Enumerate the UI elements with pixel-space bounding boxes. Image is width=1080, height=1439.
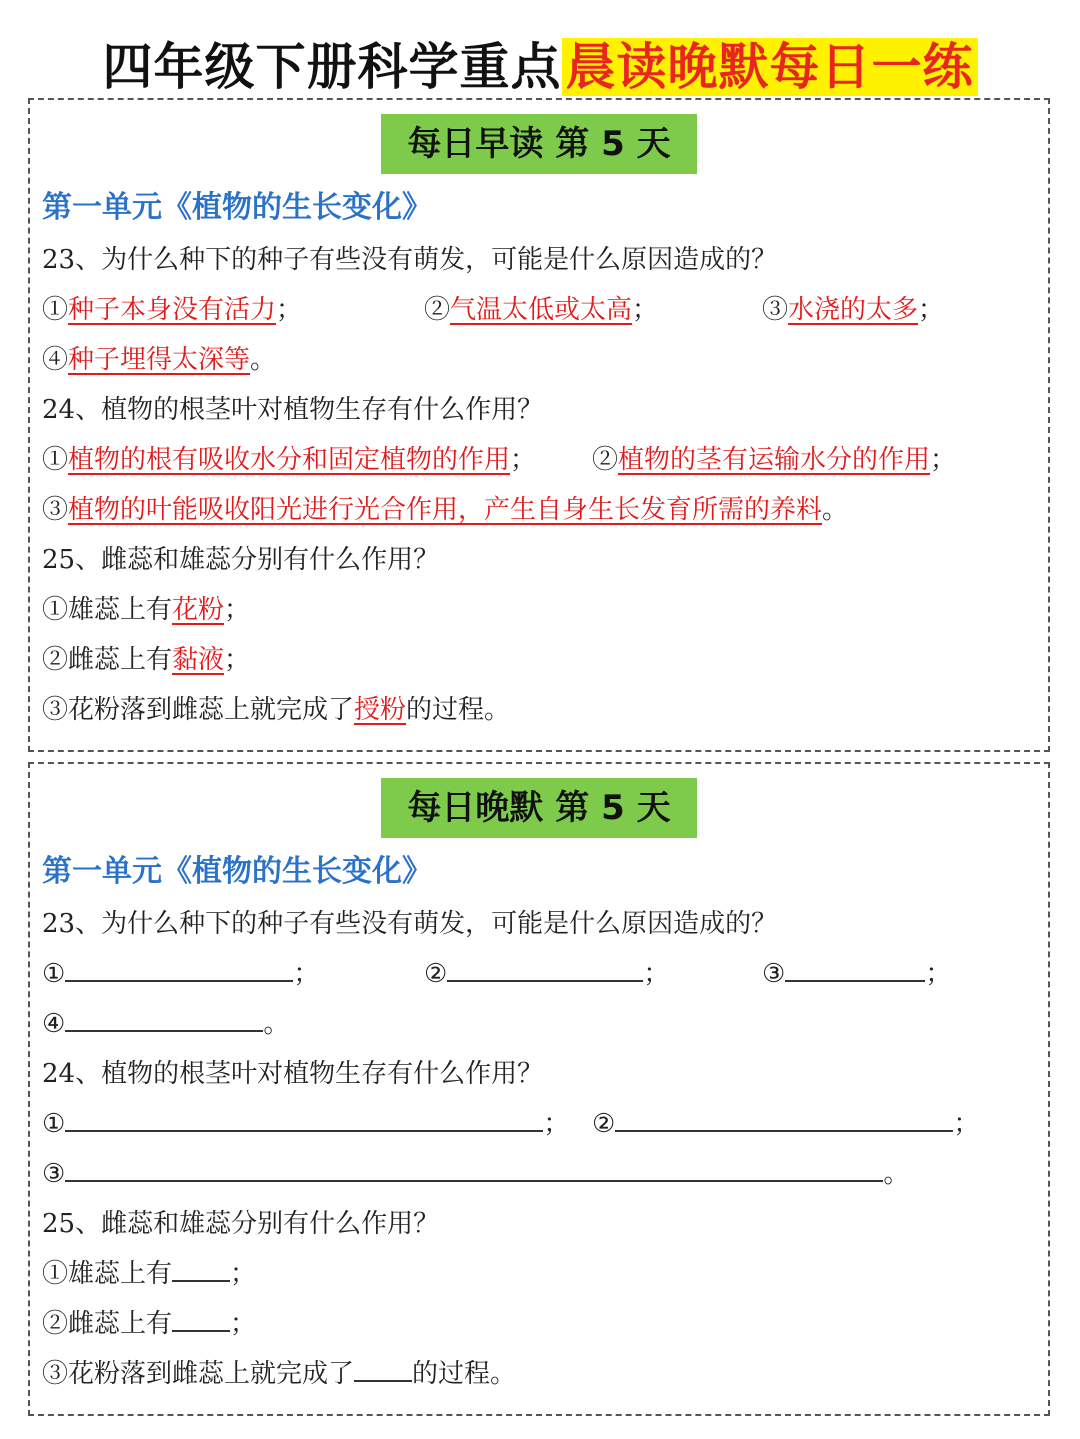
evening-banner: 每日晚默 第 5 天 <box>381 778 697 838</box>
evening-recall-box <box>28 762 1050 1416</box>
evening-q24-blank1[interactable]: ① ； <box>42 1104 569 1144</box>
morning-q25-a2: ②雌蕊上有黏液； <box>42 645 251 675</box>
morning-unit-title: 第一单元《植物的生长变化》 <box>42 190 432 225</box>
morning-q24-a1: ①植物的根有吸收水分和固定植物的作用； <box>42 445 537 475</box>
morning-q25: 25、雌蕊和雄蕊分别有什么作用？ <box>42 545 440 575</box>
evening-q24-blank2[interactable]: ② ； <box>592 1104 979 1144</box>
title-part2: 晨读晚默每日一练 <box>562 38 978 96</box>
morning-q23-a2: ②气温太低或太高； <box>424 295 659 325</box>
morning-banner: 每日早读 第 5 天 <box>381 114 697 174</box>
morning-q24: 24、植物的根茎叶对植物生存有什么作用？ <box>42 395 544 425</box>
evening-q24-blank3[interactable]: ③ 。 <box>42 1154 909 1194</box>
evening-unit-title: 第一单元《植物的生长变化》 <box>42 854 432 889</box>
morning-q23: 23、为什么种下的种子有些没有萌发，可能是什么原因造成的？ <box>42 245 778 275</box>
evening-q25: 25、雌蕊和雄蕊分别有什么作用？ <box>42 1209 440 1239</box>
morning-q25-a1: ①雄蕊上有花粉； <box>42 595 251 625</box>
morning-q23-a4: ④种子埋得太深等。 <box>42 345 277 375</box>
page-title <box>0 32 1080 102</box>
evening-q23-blank4[interactable]: ④ 。 <box>42 1004 289 1044</box>
evening-q23: 23、为什么种下的种子有些没有萌发，可能是什么原因造成的？ <box>42 909 778 939</box>
evening-q25-blank2[interactable]: ②雌蕊上有 ； <box>42 1304 256 1344</box>
morning-q25-a3: ③花粉落到雌蕊上就完成了授粉的过程。 <box>42 695 511 725</box>
evening-q23-blank3[interactable]: ③ ； <box>762 954 951 994</box>
morning-reading-box <box>28 98 1050 752</box>
evening-q24: 24、植物的根茎叶对植物生存有什么作用？ <box>42 1059 544 1089</box>
morning-q23-a1: ①种子本身没有活力； <box>42 295 303 325</box>
morning-q24-a3: ③植物的叶能吸收阳光进行光合作用，产生自身生长发育所需的养料。 <box>42 495 849 525</box>
evening-q25-blank3[interactable]: ③花粉落到雌蕊上就完成了 的过程。 <box>42 1354 516 1394</box>
evening-q25-blank1[interactable]: ①雄蕊上有 ； <box>42 1254 256 1294</box>
morning-q23-a3: ③水浇的太多； <box>762 295 945 325</box>
title-part1: 四年级下册科学重点 <box>102 38 562 96</box>
evening-q23-blank1[interactable]: ① ； <box>42 954 319 994</box>
morning-q24-a2: ②植物的茎有运输水分的作用； <box>592 445 957 475</box>
evening-q23-blank2[interactable]: ② ； <box>424 954 669 994</box>
